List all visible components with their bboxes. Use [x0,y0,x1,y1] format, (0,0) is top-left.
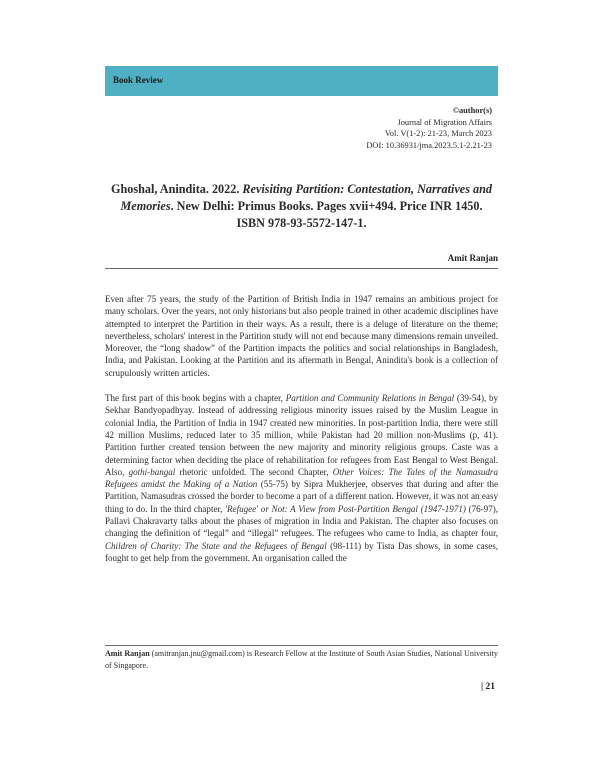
p2-chapter-4: Children of Charity: The State and the Refugees of Bengal [105,540,327,551]
journal-name: Journal of Migration Affairs [397,117,492,127]
p2-text-4: (55-75) by Sipra Mukherjee, observes that during and after the Partition, Namasudras crossed the border to become a part of a different nation. However, it was not an easy thing to do. In the third chapter, [105,479,499,514]
book-title: Revisiting Partition: Contestation, Narratives and Memories [120,182,492,213]
p2-text-2: (39-54), by Sekhar Bandyopadhyay. Instead of addressing religious minority issues raised by the Muslim League in colonial India, the Partition of India in 1947 created new minorities. In post-partition India, there were still 42 million Muslims, reduced later to 35 million, while Pakistan had 20 million non-Muslims (p, 41). Partition further created tension between the new majority and minority religious groups. Caste was a determining factor when deciding the place of rehabilitation for refugees from East Bengal to West Bengal. Also, [105,393,498,477]
article-meta [366,105,492,151]
footnote-author-name: Amit Ranjan [105,649,150,658]
doi-line: DOI: 10.36931/jma.2023.5.1-2.21-23 [366,140,492,150]
p2-text-6: (98-111) by Tista Das shows, in some cases, fought to get help from the government. An organisation called the [105,540,499,563]
page-number: | 21 [481,682,495,692]
paragraph-1: Even after 75 years, the study of the Partition of British India in 1947 remains an ambitious project for many scholars. Over the years, not only historians but also people trained in other academic disciplines have attempted to interpret the Partition in their ways. As a result, there is a deluge of literature on the theme; nevertheless, scholars' interest in the Partition study will not end because many dimensions remain unveiled. Moreover, the “long shadow” of the Partition impacts the politics and social relationships in Bangladesh, India, and Pakistan. Looking at the Partition and its aftermath in Bengal, Anindita's book is a collection of scrupulously written articles. [105,294,498,378]
author-footnote [105,648,498,671]
footnote-divider [105,645,498,646]
title-divider [105,268,498,269]
p2-text-1: The first part of this book begins with a chapter, [105,393,286,404]
p2-chapter-2: Other Voices: The Tales of the Namasudra Refugees amidst the Making of a Nation [105,466,498,490]
p2-text-3: rhetoric unfolded. The second Chapter, [175,466,333,477]
review-author: Amit Ranjan [447,253,498,263]
article-body [105,293,498,577]
review-title [105,181,498,232]
volume-info: Vol. V(1-2): 21-23, March 2023 [384,129,492,138]
copyright-line: ©author(s) [452,106,492,115]
paragraph-2 [105,392,498,564]
section-banner [105,66,498,96]
title-part2: . New Delhi: Primus Books. Pages xvii+494. Price INR 1450. ISBN 978-93-5572-147-1. [170,199,483,230]
p2-chapter-1: Partition and Community Relations in Bengal [285,393,455,404]
p2-chapter-3: 'Refugee' or Not: A View from Post-Partition Bengal (1947-1971) [225,503,466,514]
p2-text-5: (76-97), Pallavi Chakravarty talks about the phases of migration in India and Pakistan. The chapter also focuses on changing the definition of “legal” and “illegal” refugees. The refugees who came to India, as chapter four, [105,503,498,539]
section-label: Book Review [113,75,164,85]
title-part1: Ghoshal, Anindita. 2022. [111,182,243,196]
p2-term-gothi-bangal: gothi-bangal [128,466,176,477]
footnote-text: (amitranjan.jnu@gmail.com) is Research Fellow at the Institute of South Asian Studies, National University of Singapore. [105,649,498,670]
